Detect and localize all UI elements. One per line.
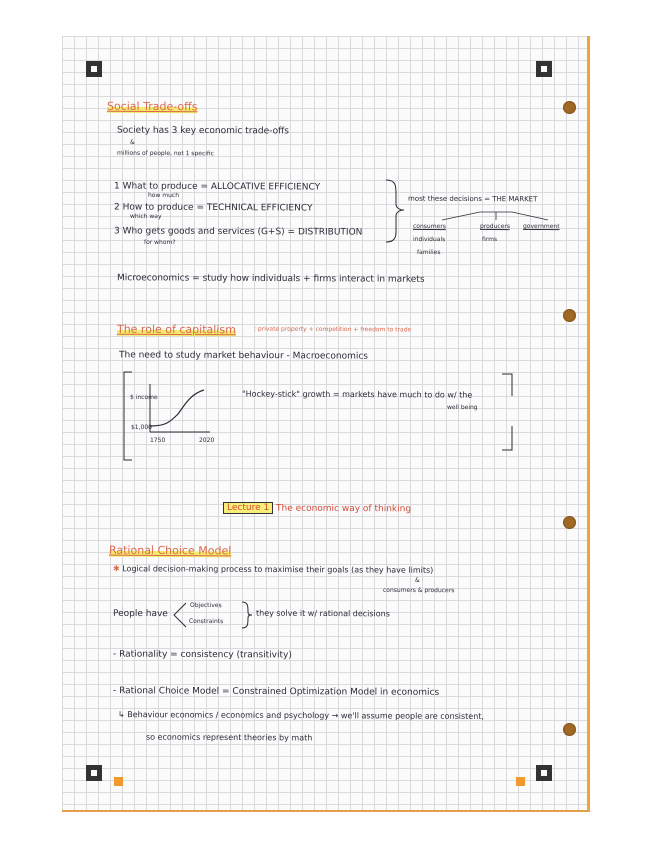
hockey-stick-graph bbox=[118, 370, 518, 465]
question-2: 2 How to produce = TECHNICAL EFFICIENCY bbox=[113, 202, 313, 214]
text-amp: & bbox=[414, 576, 420, 585]
label-families: families bbox=[416, 248, 441, 257]
behaviour-text: Behaviour economics / economics and psychology → we'll assume people are consistent, bbox=[127, 710, 485, 721]
hockey-stick-text-2: well being bbox=[446, 403, 478, 412]
label-firms: firms bbox=[481, 235, 498, 244]
binder-hole bbox=[563, 309, 576, 322]
solve-text: they solve it w/ rational decisions bbox=[255, 608, 390, 619]
corner-marker-bottom-right bbox=[536, 765, 552, 781]
graph-y-label: $ income bbox=[129, 393, 158, 402]
rcm-definition: - Rational Choice Model = Constrained Optimization Model in economics bbox=[112, 686, 440, 698]
graph-y-tick: $1,000 bbox=[130, 423, 153, 432]
market-arrows bbox=[430, 204, 560, 224]
section-title-rcm: Rational Choice Model bbox=[108, 543, 232, 558]
people-have: People have bbox=[112, 608, 168, 620]
corner-marker-bottom-left bbox=[86, 765, 102, 781]
lecture-box: Lecture 1 bbox=[223, 502, 273, 514]
brace-right bbox=[380, 176, 410, 246]
text-line: millions of people, not 1 specific bbox=[116, 149, 215, 158]
text-amp: & bbox=[129, 138, 135, 147]
graph-x-start: 1750 bbox=[149, 436, 166, 445]
orange-square-right bbox=[516, 777, 525, 786]
rcm-bullet-text: Logical decision-making process to maximise their goals (as they have limits) bbox=[122, 564, 434, 575]
label-government: government bbox=[522, 222, 560, 231]
corner-marker-top-right bbox=[536, 61, 552, 77]
binder-hole bbox=[563, 723, 576, 736]
rationality: - Rationality = consistency (transitivity) bbox=[112, 649, 292, 661]
rcm-bullet bbox=[113, 564, 433, 575]
binder-hole bbox=[563, 101, 576, 114]
hockey-stick-text: "Hockey-stick" growth = markets have much to do w/ the bbox=[241, 389, 473, 400]
objectives: Objectives bbox=[189, 601, 222, 610]
lecture-title: The economic way of thinking bbox=[275, 503, 412, 515]
question-2-sub: which way bbox=[129, 212, 162, 221]
market-line: most these decisions = THE MARKET bbox=[407, 194, 538, 204]
arrow-return-icon: ↳ bbox=[117, 710, 125, 720]
orange-square-left bbox=[114, 777, 123, 786]
section-title-social-tradeoffs: Social Trade-offs bbox=[106, 99, 198, 114]
label-consumers: consumers bbox=[412, 222, 446, 231]
less-than-bracket bbox=[170, 600, 190, 630]
graph-x-end: 2020 bbox=[198, 436, 215, 445]
text-line: The need to study market behaviour - Macroeconomics bbox=[118, 350, 369, 362]
question-3-sub: for whom? bbox=[143, 238, 176, 247]
section-title-capitalism: The role of capitalism bbox=[116, 322, 236, 337]
rcm-bullet-sub: consumers & producers bbox=[382, 586, 455, 595]
constraints: Constraints bbox=[188, 617, 224, 626]
question-1-sub: how much bbox=[147, 191, 180, 200]
math-line: so economics represent theories by math bbox=[145, 732, 313, 743]
question-1: 1 What to produce = ALLOCATIVE EFFICIENCY bbox=[113, 181, 321, 193]
capitalism-definition: : private property + competition + freedom to trade bbox=[253, 325, 412, 334]
asterisk-icon: ✱ bbox=[112, 564, 120, 574]
corner-marker-top-left bbox=[86, 61, 102, 77]
label-individuals: individuals bbox=[412, 235, 446, 244]
behaviour-line bbox=[118, 710, 484, 721]
question-3: 3 Who gets goods and services (G+S) = DISTRIBUTION bbox=[113, 226, 363, 238]
micro-definition: Microeconomics = study how individuals + firms interact in markets bbox=[116, 273, 425, 285]
binder-hole bbox=[563, 516, 576, 529]
brace-right-2 bbox=[240, 600, 256, 630]
text-line: Society has 3 key economic trade-offs bbox=[116, 125, 290, 137]
label-producers: producers bbox=[479, 222, 511, 231]
